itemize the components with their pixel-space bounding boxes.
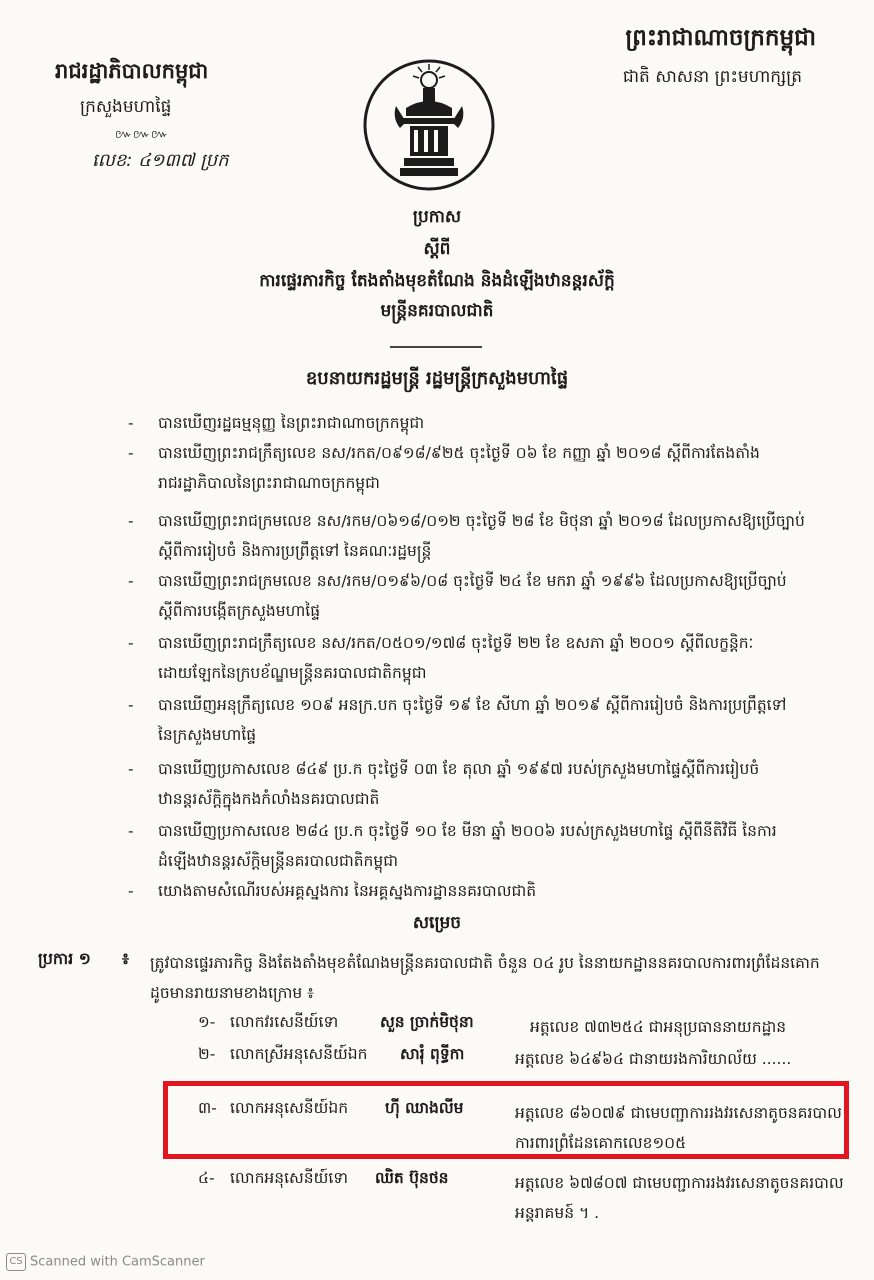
government-heading: រាជរដ្ឋាភិបាលកម្ពុជា — [55, 59, 209, 83]
visa-item: - បានឃើញព្រះរាជក្រឹត្យលេខ នស/រកត/០៥០១/១៧៨ ចុះថ្ងៃទី ២២ ខែ ឧសភា ឆ្នាំ ២០០១ ស្តីពីលក្ខន្តិកៈ ដោយឡែកនៃក្របខ័ណ្ឌមន្ត្រីនគរបាលជាតិកម្ពុជា — [128, 634, 754, 682]
ministry-seal-icon — [362, 58, 496, 192]
officer-number: ១- — [198, 1013, 216, 1031]
officer-rank: លោកស្រីអនុសេនីយ៍ឯក — [230, 1045, 368, 1063]
visa-item: - បានឃើញព្រះរាជក្រឹត្យលេខ នស/រកត/០៩១៨/៩២៥ ចុះថ្ងៃទី ០៦ ខែ កញ្ញា ឆ្នាំ ២០១៨ ស្តីពីការតែងតាំង រាជរដ្ឋាភិបាលនៃព្រះរាជាណាចក្រកម្ពុជា — [128, 444, 760, 492]
document-subject: ការផ្ទេរភារកិច្ច តែងតាំងមុខតំណែង និងដំឡើងឋានន្តរស័ក្តិ — [259, 271, 615, 291]
document-subject-2: មន្ត្រីនគរបាលជាតិ — [380, 301, 494, 321]
officer-rank: លោកអនុសេនីយ៍ទោ — [230, 1169, 349, 1187]
officer-description: អត្តលេខ ៦៤៩៦៤ ជានាយរងការិយាល័យ ...... — [515, 1050, 792, 1068]
decision-heading: សម្រេច — [412, 913, 462, 933]
officer-rank: លោកវរសេនីយ៍ទោ — [230, 1013, 339, 1031]
national-motto: ជាតិ សាសនា ព្រះមហាក្សត្រ — [622, 67, 802, 87]
visa-item: - បានឃើញព្រះរាជក្រមលេខ នស/រកម/០១៩៦/០៨ ចុះថ្ងៃទី ២៤ ខែ មករា ឆ្នាំ ១៩៩៦ ដែលប្រកាសឱ្យប្រើច្បាប់ ស្តីពីការបង្កើតក្រសួងមហាផ្ទៃ — [128, 572, 787, 620]
visa-item: - បានឃើញអនុក្រឹត្យលេខ ១០៩ អនក្រ.បក ចុះថ្ងៃទី ១៩ ខែ សីហា ឆ្នាំ ២០១៩ ស្តីពីការរៀបចំ និងការប្រព្រឹត្តទៅ នៃក្រសួងមហាផ្ទៃ — [128, 696, 787, 744]
officer-row — [0, 1168, 874, 1228]
article-text: ត្រូវបានផ្ទេរភារកិច្ច និងតែងតាំងមុខតំណែងមន្ត្រីនគរបាលជាតិ ចំនួន ០៤ រូប នៃនាយកដ្ឋាននគរបាលការពារព្រំដែនគោក ដូចមានរាយនាមខាងក្រោម ៖ — [150, 954, 820, 1002]
visa-item: - បានឃើញប្រកាសលេខ ២៨៤ ប្រ.ក ចុះថ្ងៃទី ១០ ខែ មីនា ឆ្នាំ ២០០៦ របស់ក្រសួងមហាផ្ទៃ ស្តីពីនីតិវិធី នៃការ ដំឡើងឋានន្តរស័ក្តិមន្ត្រីនគរបាលជាតិកម្ពុជា — [128, 822, 777, 870]
visa-item: - យោងតាមសំណើរបស់អគ្គស្នងការ នៃអគ្គស្នងការដ្ឋាននគរបាលជាតិ — [128, 882, 537, 900]
scanner-watermark — [6, 1253, 205, 1271]
visa-item: - បានឃើញរដ្ឋធម្មនុញ្ញ នៃព្រះរាជាណាចក្រកម្ពុជា — [128, 414, 425, 432]
document-type: ប្រកាស — [412, 207, 462, 227]
highlight-box — [163, 1081, 849, 1159]
watermark-text: Scanned with CamScanner — [30, 1254, 205, 1270]
officer-number: ២- — [198, 1045, 216, 1063]
kingdom-heading: ព្រះរាជាណាចក្រកម្ពុជា — [625, 25, 816, 51]
officer-row — [0, 1012, 874, 1042]
ornament: ៚៚៚ — [115, 127, 169, 141]
issuer-heading: ឧបនាយករដ្ឋមន្ត្រី រដ្ឋមន្ត្រីក្រសួងមហាផ្ទៃ — [305, 368, 569, 389]
document-about: ស្ដីពី — [423, 239, 451, 259]
article-label: ប្រការ ១ — [38, 949, 91, 968]
officer-name: ហ៊ី ឈាងលីម — [385, 1099, 464, 1117]
officer-number: ៤- — [198, 1169, 215, 1187]
officer-name: សួន ច្រាក់មិថុនា — [380, 1013, 474, 1031]
officer-description: អត្តលេខ ៦៧៨០៧ ជាមេបញ្ជាការរងវរសេនាតូចនគរបាលអន្តរាគមន៍ ។ . — [515, 1174, 844, 1222]
officer-description: អត្តលេខ ៨៦០៧៩ ជាមេបញ្ជាការរងវរសេនាតូចនគរបាលការពារព្រំដែនគោកលេខ១០៥ — [515, 1104, 842, 1152]
camscanner-logo-icon: CS — [6, 1253, 26, 1271]
visa-item: - បានឃើញព្រះរាជក្រមលេខ នស/រកម/០៦១៨/០១២ ចុះថ្ងៃទី ២៨ ខែ មិថុនា ឆ្នាំ ២០១៨ ដែលប្រកាសឱ្យប្រើច្បាប់ ស្តីពីការរៀបចំ និងការប្រព្រឹត្តទៅ នៃគណៈរដ្ឋមន្ត្រី — [128, 512, 805, 560]
title-divider — [390, 346, 482, 348]
officer-rank: លោកអនុសេនីយ៍ឯក — [230, 1099, 349, 1117]
ministry-heading: ក្រសួងមហាផ្ទៃ — [80, 97, 172, 117]
officer-row — [0, 1044, 874, 1078]
document-number: លេខ: ៤១៣៧ ប្រក — [92, 150, 229, 171]
officer-description: អត្តលេខ ៧៣២៥៤ ជាអនុប្រធាននាយកដ្ឋាន — [530, 1018, 787, 1036]
visa-item: - បានឃើញប្រកាសលេខ ៨៤៩ ប្រ.ក ចុះថ្ងៃទី ០៣ ខែ តុលា ឆ្នាំ ១៩៩៧ របស់ក្រសួងមហាផ្ទៃស្តីពីការរៀបចំ ឋានន្តរស័ក្តិក្នុងកងកំលាំងនគរបាលជាតិ — [128, 760, 760, 808]
officer-name: ឈិត ប៊ុនថន — [375, 1169, 449, 1187]
officer-name: សារុំ ពុទ្ធីកា — [400, 1045, 465, 1063]
officer-number: ៣- — [198, 1099, 217, 1117]
article-separator: ៖ — [122, 949, 130, 968]
